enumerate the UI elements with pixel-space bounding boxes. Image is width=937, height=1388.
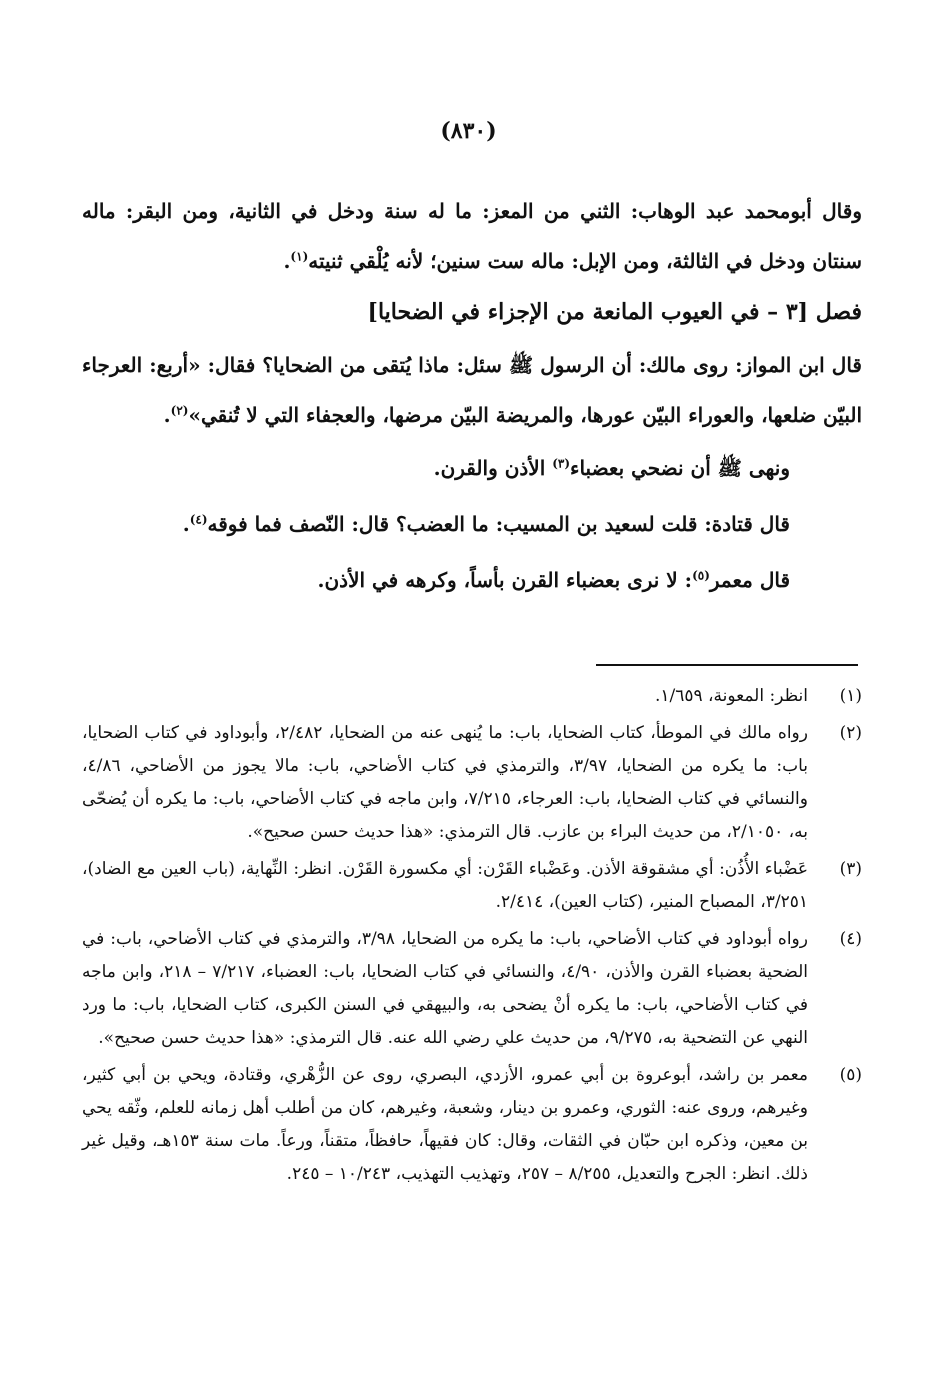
footnote-ref[interactable]: (١) bbox=[290, 249, 309, 264]
section-heading: فصل [٣ – في العيوب المانعة من الإجزاء في الضحايا] bbox=[367, 299, 862, 325]
paragraph-qatada bbox=[82, 496, 862, 552]
footnote-number: (٥) bbox=[839, 1065, 862, 1085]
footnote-number: (٤) bbox=[839, 929, 862, 949]
footnotes bbox=[82, 680, 862, 1195]
paragraph-end: . bbox=[163, 403, 171, 427]
footnote-text: رواه أبوداود في كتاب الأضاحي، باب: ما يكره من الضحايا، ٣/٩٨، والترمذي في كتاب الأضاحي، باب: في الضحية بعضباء القرن والأذن، ٤/٩٠، والنسائي في كتاب الضحايا، باب: العضباء، ٧/٢١٧ – ٢١٨، وابن ماجه في كتاب الأضاحي، باب: ما يكره أنْ يضحى به، والبيهقي في السنن الكبرى، كتاب الضحايا، باب: ما ورد النهي عن التضحية به، ٩/٢٧٥، من حديث علي رضي الله عنه. قال الترمذي: «هذا حديث حسن صحيح». bbox=[82, 929, 808, 1048]
footnote-number: (٢) bbox=[839, 723, 862, 743]
paragraph-text: قال ابن المواز: روى مالك: أن الرسول ﷺ سئل: ماذا يُتقى من الضحايا؟ فقال: «أربع: العرجاء البيّن ضلعها، والعوراء البيّن عورها، والمريضة البيّن مرضها، والعجفاء التي لا تُنقي» bbox=[82, 353, 862, 427]
footnote-5 bbox=[82, 1059, 862, 1191]
footnote-ref[interactable]: (٤) bbox=[189, 512, 208, 527]
footnote-number: (١) bbox=[839, 686, 862, 706]
footnote-text: انظر: المعونة، ١/٦٥٩. bbox=[654, 686, 808, 706]
footnote-text: عَضْباء الأُذُن: أي مشقوقة الأذن. وعَضْباء القَرْن: أي مكسورة القَرْن. انظر: النِّهاية، (باب العين مع الضاد)، ٣/٢٥١، المصباح المنير، (كتاب العين)، ٢/٤١٤. bbox=[82, 859, 808, 912]
paragraph-end: . bbox=[283, 249, 291, 273]
footnote-text: رواه مالك في الموطأ، كتاب الضحايا، باب: ما يُنهى عنه من الضحايا، ٢/٤٨٢، وأبوداود في كتاب الضحايا، باب: ما يكره من الضحايا، ٣/٩٧، والترمذي في كتاب الأضاحي، باب: مالا يجوز من الأضاحي، ٤/٨٦، والنسائي في كتاب الضحايا، باب: العرجاء، ٧/٢١٥، وابن ماجه في كتاب الأضاحي، باب: ما يكره أن يُضحّى به، ٢/١٠٥٠، من حديث البراء بن عازب. قال الترمذي: «هذا حديث حسن صحيح». bbox=[82, 723, 808, 842]
paragraph-text: وقال أبومحمد عبد الوهاب: الثني من المعز: ما له سنة ودخل في الثانية، ومن البقر: ماله سنتان ودخل في الثالثة، ومن الإبل: ماله ست سنين؛ لأنه يُلْقي ثنيته bbox=[82, 199, 862, 273]
paragraph-mamar bbox=[82, 552, 862, 608]
footnote-3 bbox=[82, 853, 862, 919]
paragraph-prohibition bbox=[82, 440, 862, 496]
paragraph-text: ونهى ﷺ أن نضحي بعضباء bbox=[570, 456, 790, 480]
paragraph-text: قال قتادة: قلت لسعيد بن المسيب: ما العضب؟ قال: النّصف فما فوقه bbox=[207, 512, 790, 536]
footnote-ref[interactable]: (٢) bbox=[170, 403, 189, 418]
paragraph-definition bbox=[82, 186, 862, 286]
paragraph-end: . bbox=[182, 512, 190, 536]
page-number: (٨٣٠) bbox=[440, 118, 497, 144]
footnote-separator bbox=[596, 664, 858, 666]
footnote-2 bbox=[82, 717, 862, 849]
footnote-text: معمر بن راشد، أبوعروة بن أبي عمرو، الأزدي، البصري، روى عن الزُّهْري، وقتادة، ويحي بن أبي كثير، وغيرهم، وروى عنه: الثوري، وعمرو بن دينار، وشعبة، وغيرهم، كان من أطلب أهل زمانه للعلم، وثّقه يحي بن معين، وذكره ابن حبّان في الثقات، وقال: كان فقيهاً، حافظاً، متقناً، ورعاً. مات سنة ١٥٣هـ، وقيل غير ذلك. انظر: الجرح والتعديل، ٨/٢٥٥ – ٢٥٧، وتهذيب التهذيب، ١٠/٢٤٣ – ٢٤٥. bbox=[82, 1065, 809, 1184]
footnote-4 bbox=[82, 923, 862, 1055]
paragraph-text: قال معمر bbox=[709, 568, 790, 592]
main-text bbox=[82, 186, 862, 608]
paragraph-text: : لا نرى بعضباء القرن بأساً، وكرهه في الأذن. bbox=[317, 568, 693, 592]
footnote-ref[interactable]: (٣) bbox=[552, 456, 571, 471]
paragraph-text: الأذن والقرن. bbox=[433, 456, 553, 480]
footnote-ref[interactable]: (٥) bbox=[692, 568, 710, 583]
footnote-1 bbox=[82, 680, 862, 713]
footnote-number: (٣) bbox=[839, 859, 862, 879]
paragraph-hadith bbox=[82, 340, 862, 440]
